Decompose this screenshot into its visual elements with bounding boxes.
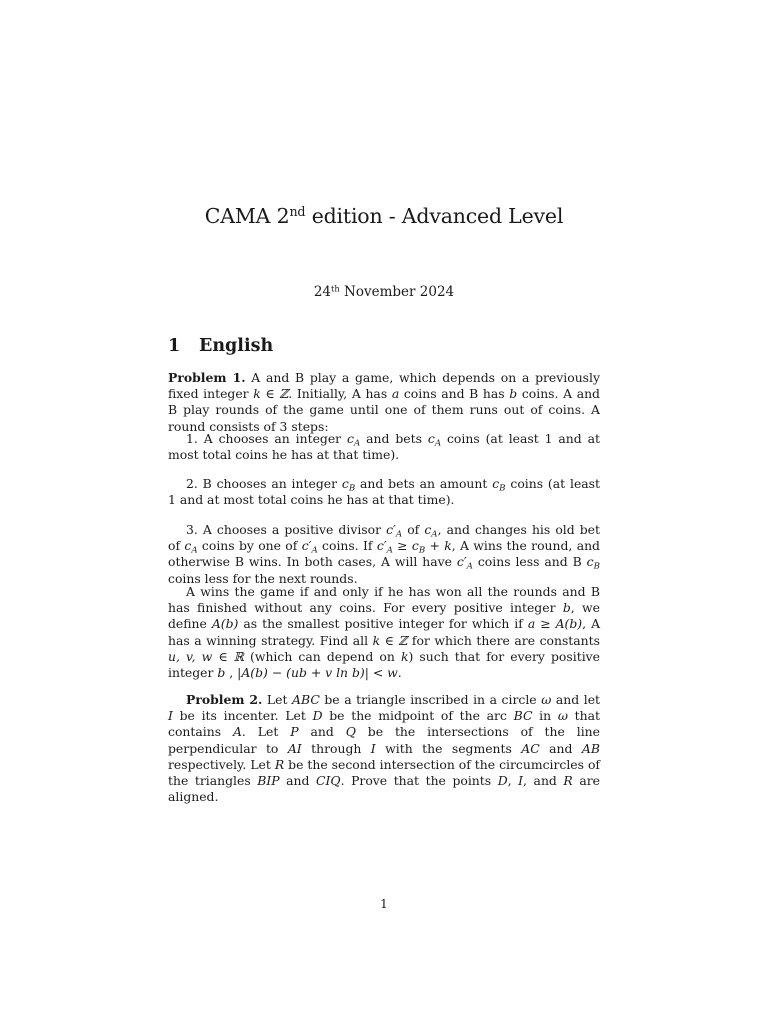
- math: I: [168, 708, 173, 724]
- text: , A has a winning strategy. Find all: [168, 616, 601, 648]
- problem-2-label: Problem 2.: [186, 692, 263, 707]
- text: as the smallest positive integer for which if: [238, 616, 528, 632]
- text: be a triangle inscribed in a circle: [319, 692, 542, 707]
- math: A: [232, 724, 242, 740]
- text: Let: [262, 692, 293, 707]
- math: $c'_A \ge c_B + k$: [376, 538, 452, 556]
- date-day: 24: [313, 284, 332, 300]
- math: a ≥ A(b): [527, 616, 583, 632]
- text: and bets: [360, 431, 428, 446]
- math: k ∈ ℤ: [253, 386, 289, 402]
- text: . Let: [241, 724, 291, 740]
- text: (which can depend on: [243, 648, 401, 664]
- text: and: [539, 740, 582, 756]
- math: I: [370, 740, 376, 756]
- math: AI: [287, 740, 302, 756]
- text: for which there are constants: [407, 632, 600, 648]
- math: ABC: [292, 692, 320, 707]
- text: .: [397, 665, 402, 681]
- title-text-rest: edition - Advanced Level: [305, 204, 564, 228]
- text: and: [279, 773, 317, 789]
- math: k ∈ ℤ: [372, 632, 408, 648]
- text: ,: [225, 665, 238, 681]
- text: with the segments: [375, 740, 522, 756]
- text: be the second intersection of the circumcircles of the triangles: [168, 756, 601, 789]
- text: coins by one of: [197, 538, 302, 554]
- section-name: English: [199, 336, 274, 356]
- math: $c_B$: [492, 476, 506, 494]
- math: CIQ: [316, 773, 341, 789]
- math: |A(b) − (ub + v ln b)| < w: [237, 665, 398, 681]
- problem-2-statement: [168, 692, 600, 805]
- math: $c'_A$: [386, 522, 403, 540]
- text: in: [532, 708, 558, 724]
- text: . Prove that the points: [340, 773, 498, 789]
- text: that contains: [168, 708, 600, 740]
- math: R: [274, 756, 285, 772]
- problem-1-question: [168, 584, 600, 681]
- text: coins (at least 1 and at most total coins he has at that time).: [168, 476, 600, 508]
- text: 2. B chooses an integer: [186, 476, 342, 491]
- math: A(b): [211, 616, 239, 632]
- math: BIP: [257, 773, 280, 789]
- math: $c_A$: [427, 431, 442, 449]
- math: a: [391, 386, 400, 402]
- text: of: [402, 522, 425, 537]
- text: coins less and B: [472, 554, 587, 570]
- text: be its incenter. Let: [172, 708, 313, 724]
- math: $c_A$: [347, 431, 361, 449]
- problem-1-step-1: [168, 431, 600, 463]
- text: through: [301, 740, 371, 756]
- text: ) such that for every positive integer: [168, 648, 600, 681]
- problem-1-step-3: [168, 522, 600, 587]
- math: k: [400, 648, 409, 664]
- page-number: 1: [380, 897, 388, 911]
- text: coins and B has: [399, 386, 510, 402]
- text: and bets an amount: [355, 476, 493, 491]
- math: AB: [581, 740, 600, 756]
- title-text: CAMA 2: [204, 204, 290, 228]
- math: ω: [541, 692, 552, 707]
- math: D: [312, 708, 323, 724]
- page-title: [0, 204, 768, 228]
- text: . Initially, A has: [288, 386, 392, 402]
- problem-1-label: Problem 1.: [168, 370, 246, 385]
- math: P: [290, 724, 299, 740]
- math: R: [563, 773, 573, 789]
- text: , and: [523, 773, 564, 789]
- date-superscript: th: [331, 283, 340, 294]
- math: $c'_A$: [456, 554, 473, 572]
- text: be the midpoint of the arc: [322, 708, 514, 724]
- math: $c_B$: [341, 476, 356, 494]
- math: $c_A$: [424, 522, 438, 540]
- text: coins. A and B play rounds of the game until one of them runs out of coins. A round consists of 3 steps:: [168, 386, 600, 434]
- text: and: [298, 724, 346, 740]
- math: b: [562, 600, 571, 616]
- document-date: [0, 284, 768, 300]
- text: A wins the game if and only if he has won all the rounds and B has finished without any coins. For every positive integer: [168, 584, 600, 616]
- problem-1-statement: [168, 370, 600, 435]
- math: AC: [521, 740, 540, 756]
- problem-1-step-2: [168, 476, 600, 508]
- math: $c_B$: [586, 554, 600, 572]
- text: , and changes his old bet of: [168, 522, 600, 554]
- text: are aligned.: [168, 773, 600, 805]
- section-heading: [168, 336, 273, 356]
- title-superscript: nd: [289, 204, 306, 220]
- math: $c_A$: [184, 538, 198, 556]
- math: D: [497, 773, 508, 789]
- math: u, v, w ∈ ℝ: [168, 648, 244, 664]
- text: coins less for the next rounds.: [168, 570, 358, 586]
- math: Q: [345, 724, 356, 740]
- section-number: 1: [168, 336, 181, 356]
- math: b: [509, 386, 518, 402]
- math: b: [217, 665, 226, 681]
- math: ω: [557, 708, 568, 724]
- text: , A wins the round, and otherwise B wins. In both cases, A will have: [168, 538, 600, 570]
- text: coins (at least 1 and at most total coins he has at that time).: [168, 431, 600, 463]
- text: A and B play a game, which depends on a previously fixed integer: [168, 370, 600, 402]
- date-rest: November 2024: [339, 284, 455, 300]
- text: , we define: [168, 600, 600, 632]
- text: respectively. Let: [168, 756, 275, 772]
- math: $c'_A$: [301, 538, 318, 556]
- text: and let: [551, 692, 601, 707]
- text: 1. A chooses an integer: [186, 431, 348, 446]
- text: ,: [507, 773, 519, 789]
- math: BC: [513, 708, 533, 724]
- math: I: [518, 773, 524, 789]
- text: coins. If: [317, 538, 377, 554]
- text: be the intersections of the line perpendicular to: [168, 724, 600, 756]
- text: 3. A chooses a positive divisor: [186, 522, 387, 537]
